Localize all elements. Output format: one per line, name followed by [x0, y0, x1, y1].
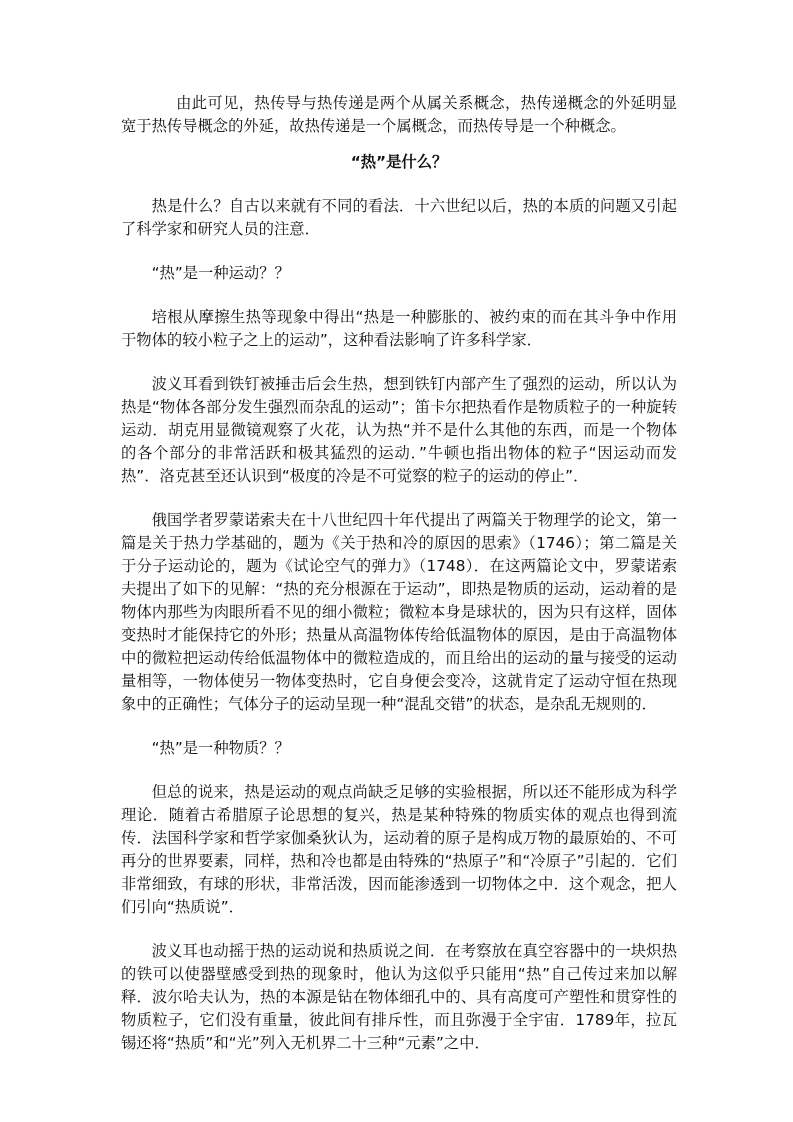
section-title: “热”是什么？ [350, 153, 448, 171]
intro-paragraph: 由此可见，热传导与热传递是两个从属关系概念，热传递概念的外延明显宽于热传导概念的外延，故热传递是一个属概念，而热传导是一个种概念。 [121, 94, 677, 135]
paragraph-4: 俄国学者罗蒙诺索夫在十八世纪四十年代提出了两篇关于物理学的论文，第一篇是关于热力学基础的，题为《关于热和冷的原因的思索》（1746）；第二篇是关于分子运动论的，题为《试论空气的弹力》（1748）．在这两篇论文中，罗蒙诺索夫提出了如下的见解：“热的充分根源在于运动”，即热是物质的运动，运动着的是物体内那些为肉眼所看不见的细小微粒；微粒本身是球状的，因为只有这样，固体变热时才能保持它的外形；热量从高温物体传给低温物体的原因，是由于高温物体中的微粒把运动传给低温物体中的微粒造成的，而且给出的运动的量与接受的运动量相等，一物体使另一物体变热时，它自身便会变冷，这就肯定了运动守恒在热现象中的正确性；气体分子的运动呈现一种“混乱交错”的状态，是杂乱无规则的． [121, 511, 677, 713]
paragraph-1: 热是什么？自古以来就有不同的看法．十六世纪以后，热的本质的问题又引起了科学家和研究人员的注意． [121, 197, 677, 238]
paragraph-2: 培根从摩擦生热等现象中得出“热是一种膨胀的、被约束的而在其斗争中作用于物体的较小粒子之上的运动”，这种看法影响了许多科学家． [121, 308, 677, 349]
paragraph-6: 波义耳也动摇于热的运动说和热质说之间．在考察放在真空容器中的一块炽热的铁可以使器壁感受到热的现象时，他认为这似乎只能用“热”自己传过来加以解释．波尔哈夫认为，热的本源是钻在物体细孔中的、具有高度可产塑性和贯穿性的物质粒子，它们没有重量，彼此间有排斥性，而且弥漫于全宇宙．1789年，拉瓦锡还将“热质”和“光”列入无机界二十三种“元素”之中． [121, 942, 677, 1052]
subheading-motion: “热”是一种运动？？ [151, 264, 290, 282]
paragraph-5: 但总的说来，热是运动的观点尚缺乏足够的实验根据，所以还不能形成为科学理论．随着古希腊原子论思想的复兴，热是某种特殊的物质实体的观点也得到流传．法国科学家和哲学家伽桑狄认为，运动着的原子是构成万物的最原始的、不可再分的世界要素，同样，热和冷也都是由特殊的“热原子”和“冷原子”引起的．它们非常细致，有球的形状，非常活泼，因而能渗透到一切物体之中．这个观念，把人们引向“热质说”． [121, 783, 677, 916]
subheading-matter: “热”是一种物质？？ [151, 739, 290, 757]
paragraph-3: 波义耳看到铁钉被捶击后会生热，想到铁钉内部产生了强烈的运动，所以认为热是“物体各部分发生强烈而杂乱的运动”；笛卡尔把热看作是物质粒子的一种旋转运动．胡克用显微镜观察了火花，认为热“并不是什么其他的东西，而是一个物体的各个部分的非常活跃和极其猛烈的运动．”牛顿也指出物体的粒子“因运动而发热”．洛克甚至还认识到“极度的冷是不可觉察的粒子的运动的停止”． [121, 375, 677, 485]
